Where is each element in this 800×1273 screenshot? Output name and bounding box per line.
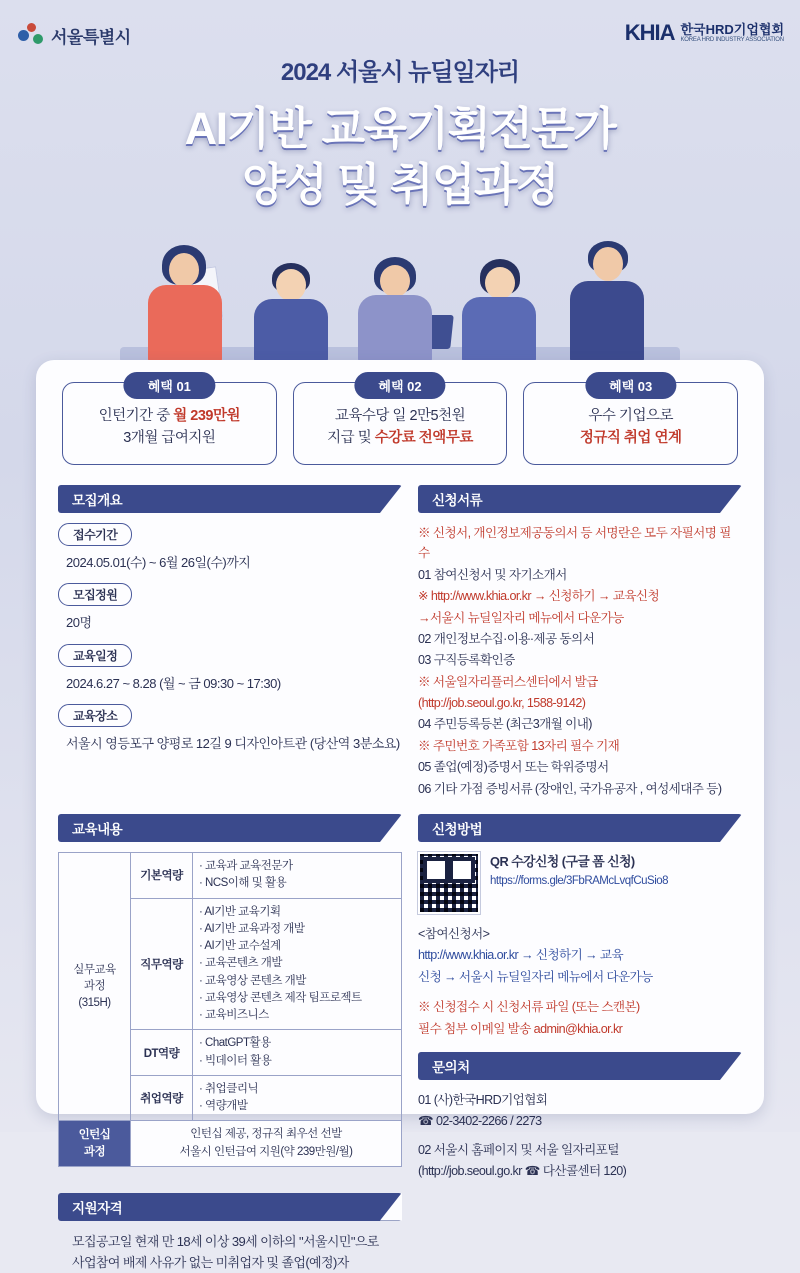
apply-note-1: ※ 신청접수 시 신청서류 파일 (또는 스캔본) — [418, 1000, 640, 1015]
apply-form-label: <참여신청서> — [418, 927, 490, 942]
curriculum-name-2: DT역량 — [131, 1030, 193, 1076]
title-line-1: AI기반 교육기획전문가 — [184, 103, 616, 154]
overview-item-2 — [58, 644, 402, 694]
person-4 — [456, 259, 542, 363]
qualification-text — [72, 1231, 742, 1273]
table-row — [59, 853, 402, 899]
apply-note-2: 필수 첨부 이메일 발송 admin@khia.or.kr — [418, 1021, 623, 1036]
curriculum-items-2: · ChatGPT활용 · 빅데이터 활용 — [193, 1030, 402, 1076]
table-row-internship — [59, 1121, 402, 1167]
internship-value: 인턴십 제공, 정규직 최우선 선발 서울시 인턴급여 지원(약 239만원/월) — [131, 1121, 402, 1167]
overview-column — [58, 485, 402, 800]
curriculum-column — [58, 814, 402, 1183]
khia-name-kr: 한국HRD기업협회 — [680, 22, 784, 38]
row-curriculum-apply — [36, 800, 764, 1183]
document-line-9: ※ 주민번호 가족포함 13자리 필수 기재 — [418, 738, 620, 753]
apply-form-path-2: 신청 → 서울시 뉴딜일자리 메뉴에서 다운가능 — [418, 969, 653, 984]
curriculum-area-label: 실무교육 과정 (315H) — [59, 853, 131, 1121]
contact-list — [418, 1090, 742, 1182]
person-3 — [352, 257, 438, 363]
khia-name-en: KOREA HRD INDUSTRY ASSOCIATION — [680, 36, 784, 43]
apply-form-path-1: http://www.khia.or.kr → 신청하기 → 교육 — [418, 948, 624, 963]
curriculum-items-0: · 교육과 교육전문가 · NCS이해 및 활용 — [193, 853, 402, 899]
curriculum-table — [58, 852, 402, 1167]
overview-value-0: 2024.05.01(수) ~ 6월 26일(수)까지 — [66, 554, 251, 570]
document-line-7: (http://job.seoul.go.kr, 1588-9142) — [418, 696, 586, 711]
apply-column — [418, 814, 742, 1183]
benefits-row — [36, 360, 764, 469]
qr-caption — [490, 852, 668, 891]
documents-column — [418, 485, 742, 800]
seoul-city-logo — [18, 22, 131, 48]
overview-tag-3: 교육장소 — [58, 704, 132, 727]
overview-tag-0: 접수기간 — [58, 523, 132, 546]
document-line-1: 01 참여신청서 및 자기소개서 — [418, 567, 567, 582]
overview-item-0 — [58, 523, 402, 573]
person-5 — [560, 241, 652, 363]
overview-tag-2: 교육일정 — [58, 644, 132, 667]
qr-title: QR 수강신청 (구글 폼 신청) — [490, 854, 635, 870]
qr-code-icon[interactable] — [418, 852, 480, 914]
poster-title-block — [0, 52, 800, 214]
document-line-6: ※ 서울일자리플러스센터에서 발급 — [418, 674, 598, 689]
khia-logo — [625, 20, 784, 46]
document-line-2: ※ http://www.khia.or.kr → 신청하기 → 교육신청 — [418, 589, 660, 604]
document-line-3: →서울시 뉴딜일자리 메뉴에서 다운가능 — [418, 610, 624, 625]
contact-line-1: ☎ 02-3402-2266 / 2273 — [418, 1114, 542, 1129]
khia-logo-icon: KHIA — [624, 20, 675, 45]
benefit-01 — [62, 379, 277, 465]
curriculum-items-1: · AI기반 교육기획 · AI기반 교육과정 개발 · AI기반 교수설계 · 교육콘텐츠 개발 · 교육영상 콘텐츠 개발 · 교육영상 콘텐츠 제작 팀프로젝트 · 교육비즈니스 — [193, 898, 402, 1030]
benefit-01-line2: 3개월 급여지원 — [123, 430, 216, 447]
document-line-5: 03 구직등록확인증 — [418, 653, 515, 668]
content-card — [36, 360, 764, 1270]
overview-value-3: 서울시 영등포구 양평로 12길 9 디자인아트관 (당산역 3분소요) — [66, 736, 400, 752]
seoul-logo-icon — [18, 22, 44, 48]
document-line-4: 02 개인정보수집·이용·제공 동의서 — [418, 631, 595, 646]
overview-item-1 — [58, 583, 402, 633]
page-title — [0, 101, 800, 214]
title-line-2: 양성 및 취업과정 — [242, 159, 558, 211]
seoul-logo-label: 서울특별시 — [51, 27, 131, 47]
curriculum-name-1: 직무역량 — [131, 898, 193, 1030]
documents-list — [418, 523, 742, 799]
overview-tag-1: 모집정원 — [58, 583, 132, 606]
khia-logo-text — [680, 23, 784, 43]
curriculum-name-3: 취업역량 — [131, 1075, 193, 1121]
section-header-documents: 신청서류 — [418, 485, 742, 513]
row-overview-documents — [36, 469, 764, 800]
qr-block — [418, 852, 742, 914]
person-2 — [248, 263, 334, 363]
document-line-0: ※ 신청서, 개인정보제공동의서 등 서명란은 모두 자필서명 필수 — [418, 525, 731, 561]
person-1 — [140, 245, 230, 363]
curriculum-items-3: · 취업클리닉 · 역량개발 — [193, 1075, 402, 1121]
document-line-10: 05 졸업(예정)증명서 또는 학위증명서 — [418, 760, 609, 775]
benefit-01-pill: 혜택 01 — [124, 372, 215, 399]
illustration-band — [0, 228, 800, 363]
section-header-qualification: 지원자격 — [58, 1193, 402, 1221]
internship-label: 인턴십 과정 — [59, 1121, 131, 1167]
qualification-line-0: 모집공고일 현재 만 18세 이상 39세 이하의 "서울시민"으로 — [72, 1233, 379, 1249]
qualification-line-1: 사업참여 배제 사유가 없는 미취업자 및 졸업(예정)자 — [72, 1254, 349, 1270]
overview-value-2: 2024.6.27 ~ 8.28 (월 ~ 금 09:30 ~ 17:30) — [66, 675, 281, 691]
contact-line-2: 02 서울시 홈페이지 및 서울 일자리포털 — [418, 1142, 619, 1157]
section-header-curriculum: 교육내용 — [58, 814, 402, 842]
benefit-03-line2: 정규직 취업 연계 — [579, 430, 682, 447]
curriculum-name-0: 기본역량 — [131, 853, 193, 899]
benefit-03 — [523, 379, 738, 465]
document-line-8: 04 주민등록등본 (최근3개월 이내) — [418, 717, 592, 732]
apply-details — [418, 924, 742, 1039]
contact-line-3: (http://job.seoul.go.kr ☎ 다산콜센터 120) — [418, 1164, 627, 1179]
benefit-03-pill: 혜택 03 — [585, 372, 676, 399]
section-header-contact: 문의처 — [418, 1052, 742, 1080]
title-kicker: 2024 서울시 뉴딜일자리 — [280, 59, 520, 86]
section-header-apply: 신청방법 — [418, 814, 742, 842]
benefit-01-line1: 인턴기간 중 월 239만원 — [98, 408, 240, 424]
section-header-overview: 모집개요 — [58, 485, 402, 513]
qualification-section — [36, 1183, 764, 1273]
benefit-02-line1: 교육수당 일 2만5천원 — [334, 408, 466, 424]
benefit-02 — [293, 379, 508, 465]
benefit-03-line1: 우수 기업으로 — [588, 408, 673, 424]
benefit-02-pill: 혜택 02 — [354, 372, 445, 399]
contact-line-0: 01 (사)한국HRD기업협회 — [418, 1092, 548, 1107]
overview-value-1: 20명 — [66, 615, 92, 631]
qr-url[interactable]: https://forms.gle/3FbRAMcLvqfCuSio8 — [490, 875, 669, 888]
benefit-02-line2: 지급 및 수강료 전액무료 — [327, 430, 473, 447]
document-line-11: 06 기타 가점 증빙서류 (장애인, 국가유공자 , 여성세대주 등) — [418, 781, 722, 796]
overview-item-3 — [58, 704, 402, 754]
